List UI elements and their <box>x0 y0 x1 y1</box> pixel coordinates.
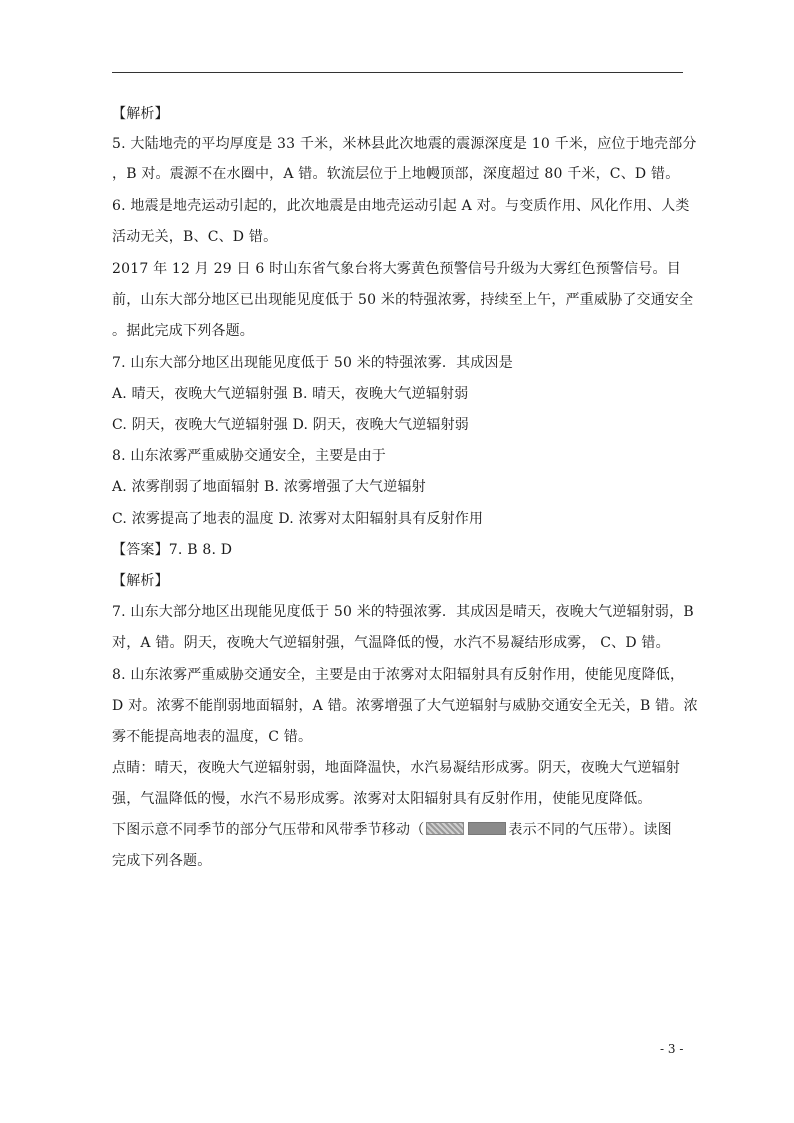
text-line: 5. 大陆地壳的平均厚度是 33 千米，米林县此次地震的震源深度是 10 千米，应位于地壳部分 <box>112 136 697 152</box>
figure-intro-text-after: 表示不同的气压带）。读图 <box>508 822 672 838</box>
figure-intro-line <box>112 820 692 840</box>
question-8: 8. 山东浓雾严重威胁交通安全，主要是由于 <box>112 448 387 464</box>
question-7-options-ab: A. 晴天，夜晚大气逆辐射强 B. 晴天，夜晚大气逆辐射弱 <box>112 386 469 402</box>
answer-line: 【答案】7. B 8. D <box>112 542 233 558</box>
pressure-belt-legend-swatch-light <box>426 822 464 835</box>
question-8-options-cd: C. 浓雾提高了地表的温度 D. 浓雾对太阳辐射具有反射作用 <box>112 511 484 527</box>
text-line: 雾不能提高地表的温度，C 错。 <box>112 729 313 745</box>
figure-intro-line-2: 完成下列各题。 <box>112 853 212 869</box>
question-7: 7. 山东大部分地区出现能见度低于 50 米的特强浓雾．其成因是 <box>112 355 513 371</box>
tip-line: 点睛：晴天，夜晚大气逆辐射弱，地面降温快，水汽易凝结形成雾。阴天，夜晚大气逆辐射 <box>112 760 680 776</box>
text-line: 8. 山东浓雾严重威胁交通安全，主要是由于浓雾对太阳辐射具有反射作用，使能见度降低， <box>112 667 685 683</box>
question-7-options-cd: C. 阴天，夜晚大气逆辐射强 D. 阴天，夜晚大气逆辐射弱 <box>112 417 469 433</box>
tip-line: 强，气温降低的慢，水汽不易形成雾。浓雾对太阳辐射具有反射作用，使能见度降低。 <box>112 791 652 807</box>
text-line: D 对。浓雾不能削弱地面辐射，A 错。浓雾增强了大气逆辐射与威胁交通安全无关，B 错。浓 <box>112 698 698 714</box>
pressure-belt-legend-swatch-dark <box>468 822 506 835</box>
text-line: 前，山东大部分地区已出现能见度低于 50 米的特强浓雾，持续至上午，严重威胁了交通安全 <box>112 292 694 308</box>
text-line: 对，A 错。阴天，夜晚大气逆辐射强，气温降低的慢，水汽不易凝结形成雾， C、D 错。 <box>112 635 670 651</box>
text-line: 活动无关，B、C、D 错。 <box>112 229 278 245</box>
analysis-heading: 【解析】 <box>112 573 169 589</box>
text-line: 6. 地震是地壳运动引起的，此次地震是由地壳运动引起 A 对。与变质作用、风化作用、人类 <box>112 198 690 214</box>
text-line: 。据此完成下列各题。 <box>112 323 254 339</box>
analysis-heading: 【解析】 <box>112 106 169 122</box>
text-line: 2017 年 12 月 29 日 6 时山东省气象台将大雾黄色预警信号升级为大雾红色预警信号。目 <box>112 261 681 277</box>
page-number: - 3 - <box>660 1042 684 1056</box>
text-line: ，B 对。震源不在水圈中，A 错。软流层位于上地幔顶部，深度超过 80 千米，C、D 错。 <box>112 166 680 182</box>
header-rule <box>112 72 683 73</box>
figure-intro-text: 下图示意不同季节的部分气压带和风带季节移动（ <box>112 822 425 838</box>
text-line: 7. 山东大部分地区出现能见度低于 50 米的特强浓雾．其成因是晴天，夜晚大气逆辐射弱，B <box>112 604 694 620</box>
question-8-options-ab: A. 浓雾削弱了地面辐射 B. 浓雾增强了大气逆辐射 <box>112 479 426 495</box>
